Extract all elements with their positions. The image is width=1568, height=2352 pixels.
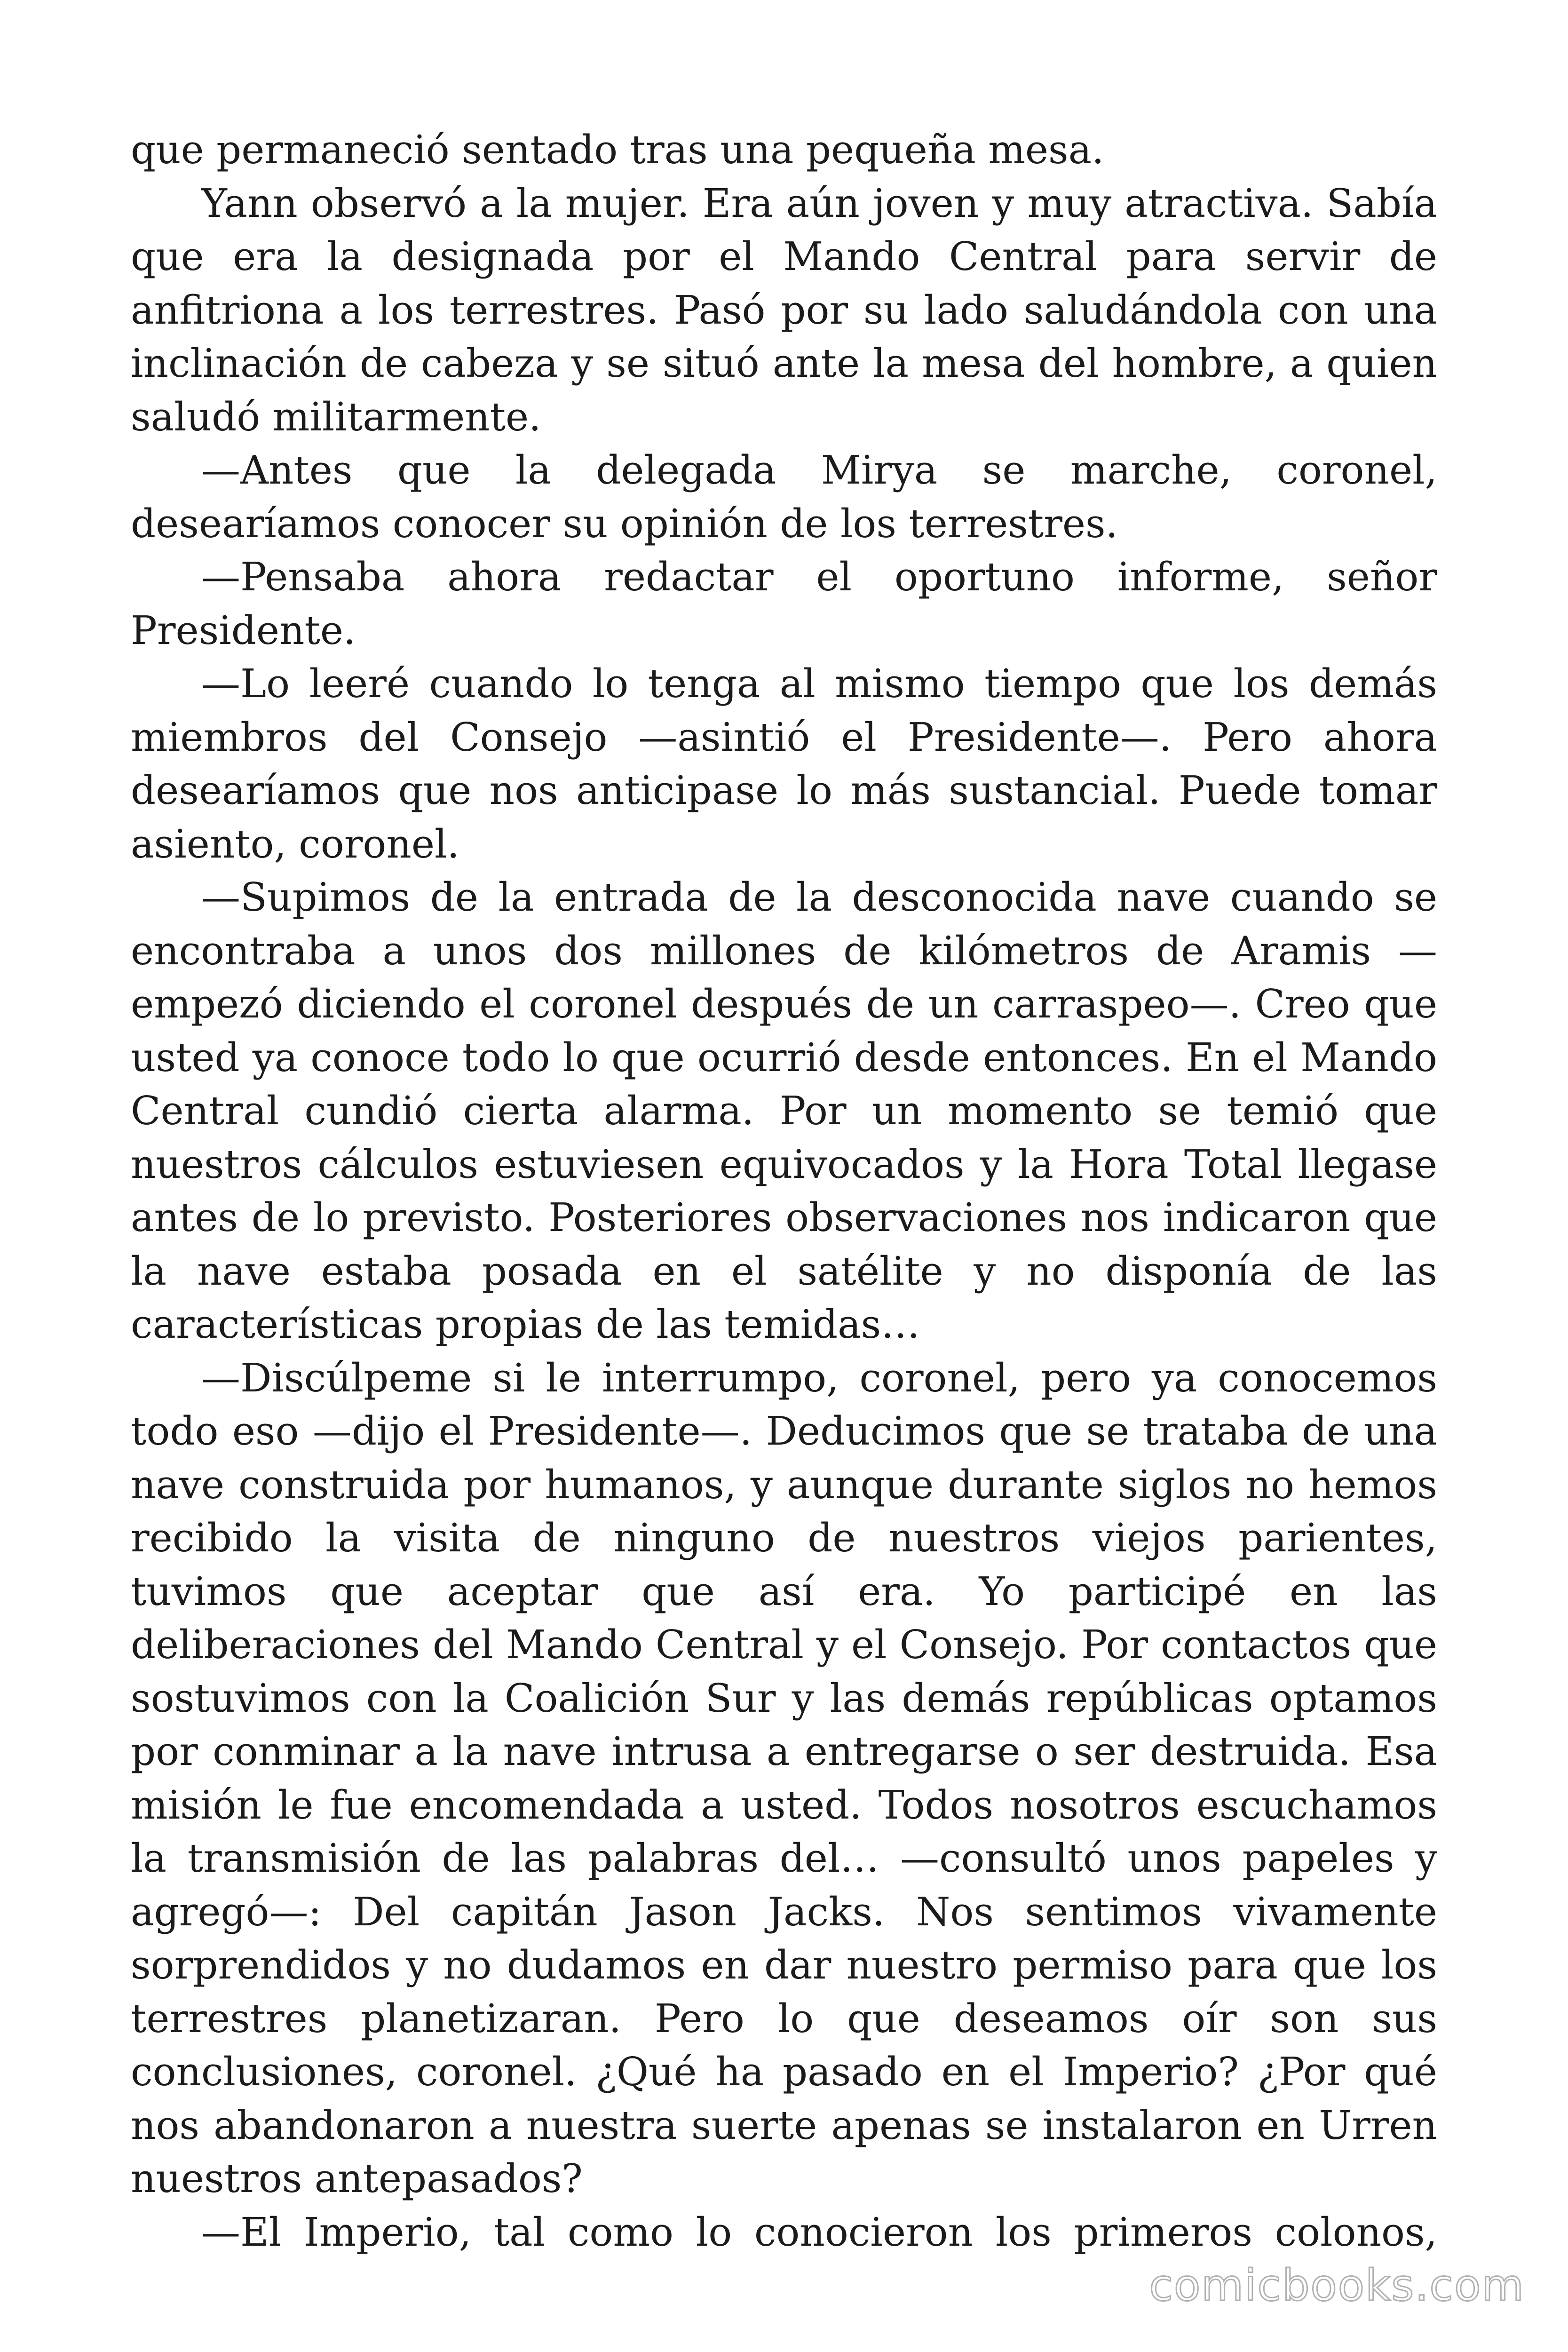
paragraph-7: —Discúlpeme si le interrumpo, coronel, pero ya conocemos todo eso —dijo el Presidente—. Deducimos que se trataba de una nave construida por humanos, y aunque durante siglos no hemos recibido la visita de ninguno de nuestros viejos parientes, tuvimos que aceptar que así era. Yo participé en las deliberaciones del Mando Central y el Consejo. Por contactos que sostuvimos con la Coalición Sur y las demás repúblicas optamos por conminar a la nave intrusa a entregarse o ser destruida. Esa misión le fue encomendada a usted. Todos nosotros escuchamos la transmisión de las palabras del… —consultó unos papeles y agregó—: Del capitán Jason Jacks. Nos sentimos vivamente sorprendidos y no dudamos en dar nuestro permiso para que los terrestres planetizaran. Pero lo que deseamos oír son sus conclusiones, coronel. ¿Qué ha pasado en el Imperio? ¿Por qué nos abandonaron a nuestra suerte apenas se instalaron en Urren nuestros antepasados? (131, 1355, 1437, 2201)
paragraph-2: Yann observó a la mujer. Era aún joven y muy atractiva. Sabía que era la designada por el Mando Central para servir de anfitriona a los terrestres. Pasó por su lado saludándola con una inclinación de cabeza y se situó ante la mesa del hombre, a quien saludó militarmente. (131, 180, 1437, 440)
paragraph-6: —Supimos de la entrada de la desconocida nave cuando se encontraba a unos dos millones de kilómetros de Aramis —empezó diciendo el coronel después de un carraspeo—. Creo que usted ya conoce todo lo que ocurrió desde entonces. En el Mando Central cundió cierta alarma. Por un momento se temió que nuestros cálculos estuviesen equivocados y la Hora Total llegase antes de lo previsto. Posteriores observaciones nos indicaron que la nave estaba posada en el satélite y no disponía de las características propias de las temidas… (131, 874, 1437, 1347)
paragraph-1: que permaneció sentado tras una pequeña mesa. (131, 127, 1104, 173)
book-page-text (131, 123, 1437, 2255)
paragraph-5: —Lo leeré cuando lo tenga al mismo tiempo que los demás miembros del Consejo —asintió el Presidente—. Pero ahora desearíamos que nos anticipase lo más sustancial. Puede tomar asiento, coronel. (131, 661, 1437, 867)
paragraph-8: —El Imperio, tal como lo conocieron los primeros colonos, (201, 2209, 1437, 2255)
paragraph-3: —Antes que la delegada Mirya se marche, coronel, desearíamos conocer su opinión de los terrestres. (131, 447, 1437, 547)
watermark-text: comicbooks.com (1149, 2260, 1525, 2311)
paragraph-4: —Pensaba ahora redactar el oportuno informe, señor Presidente. (131, 554, 1437, 653)
